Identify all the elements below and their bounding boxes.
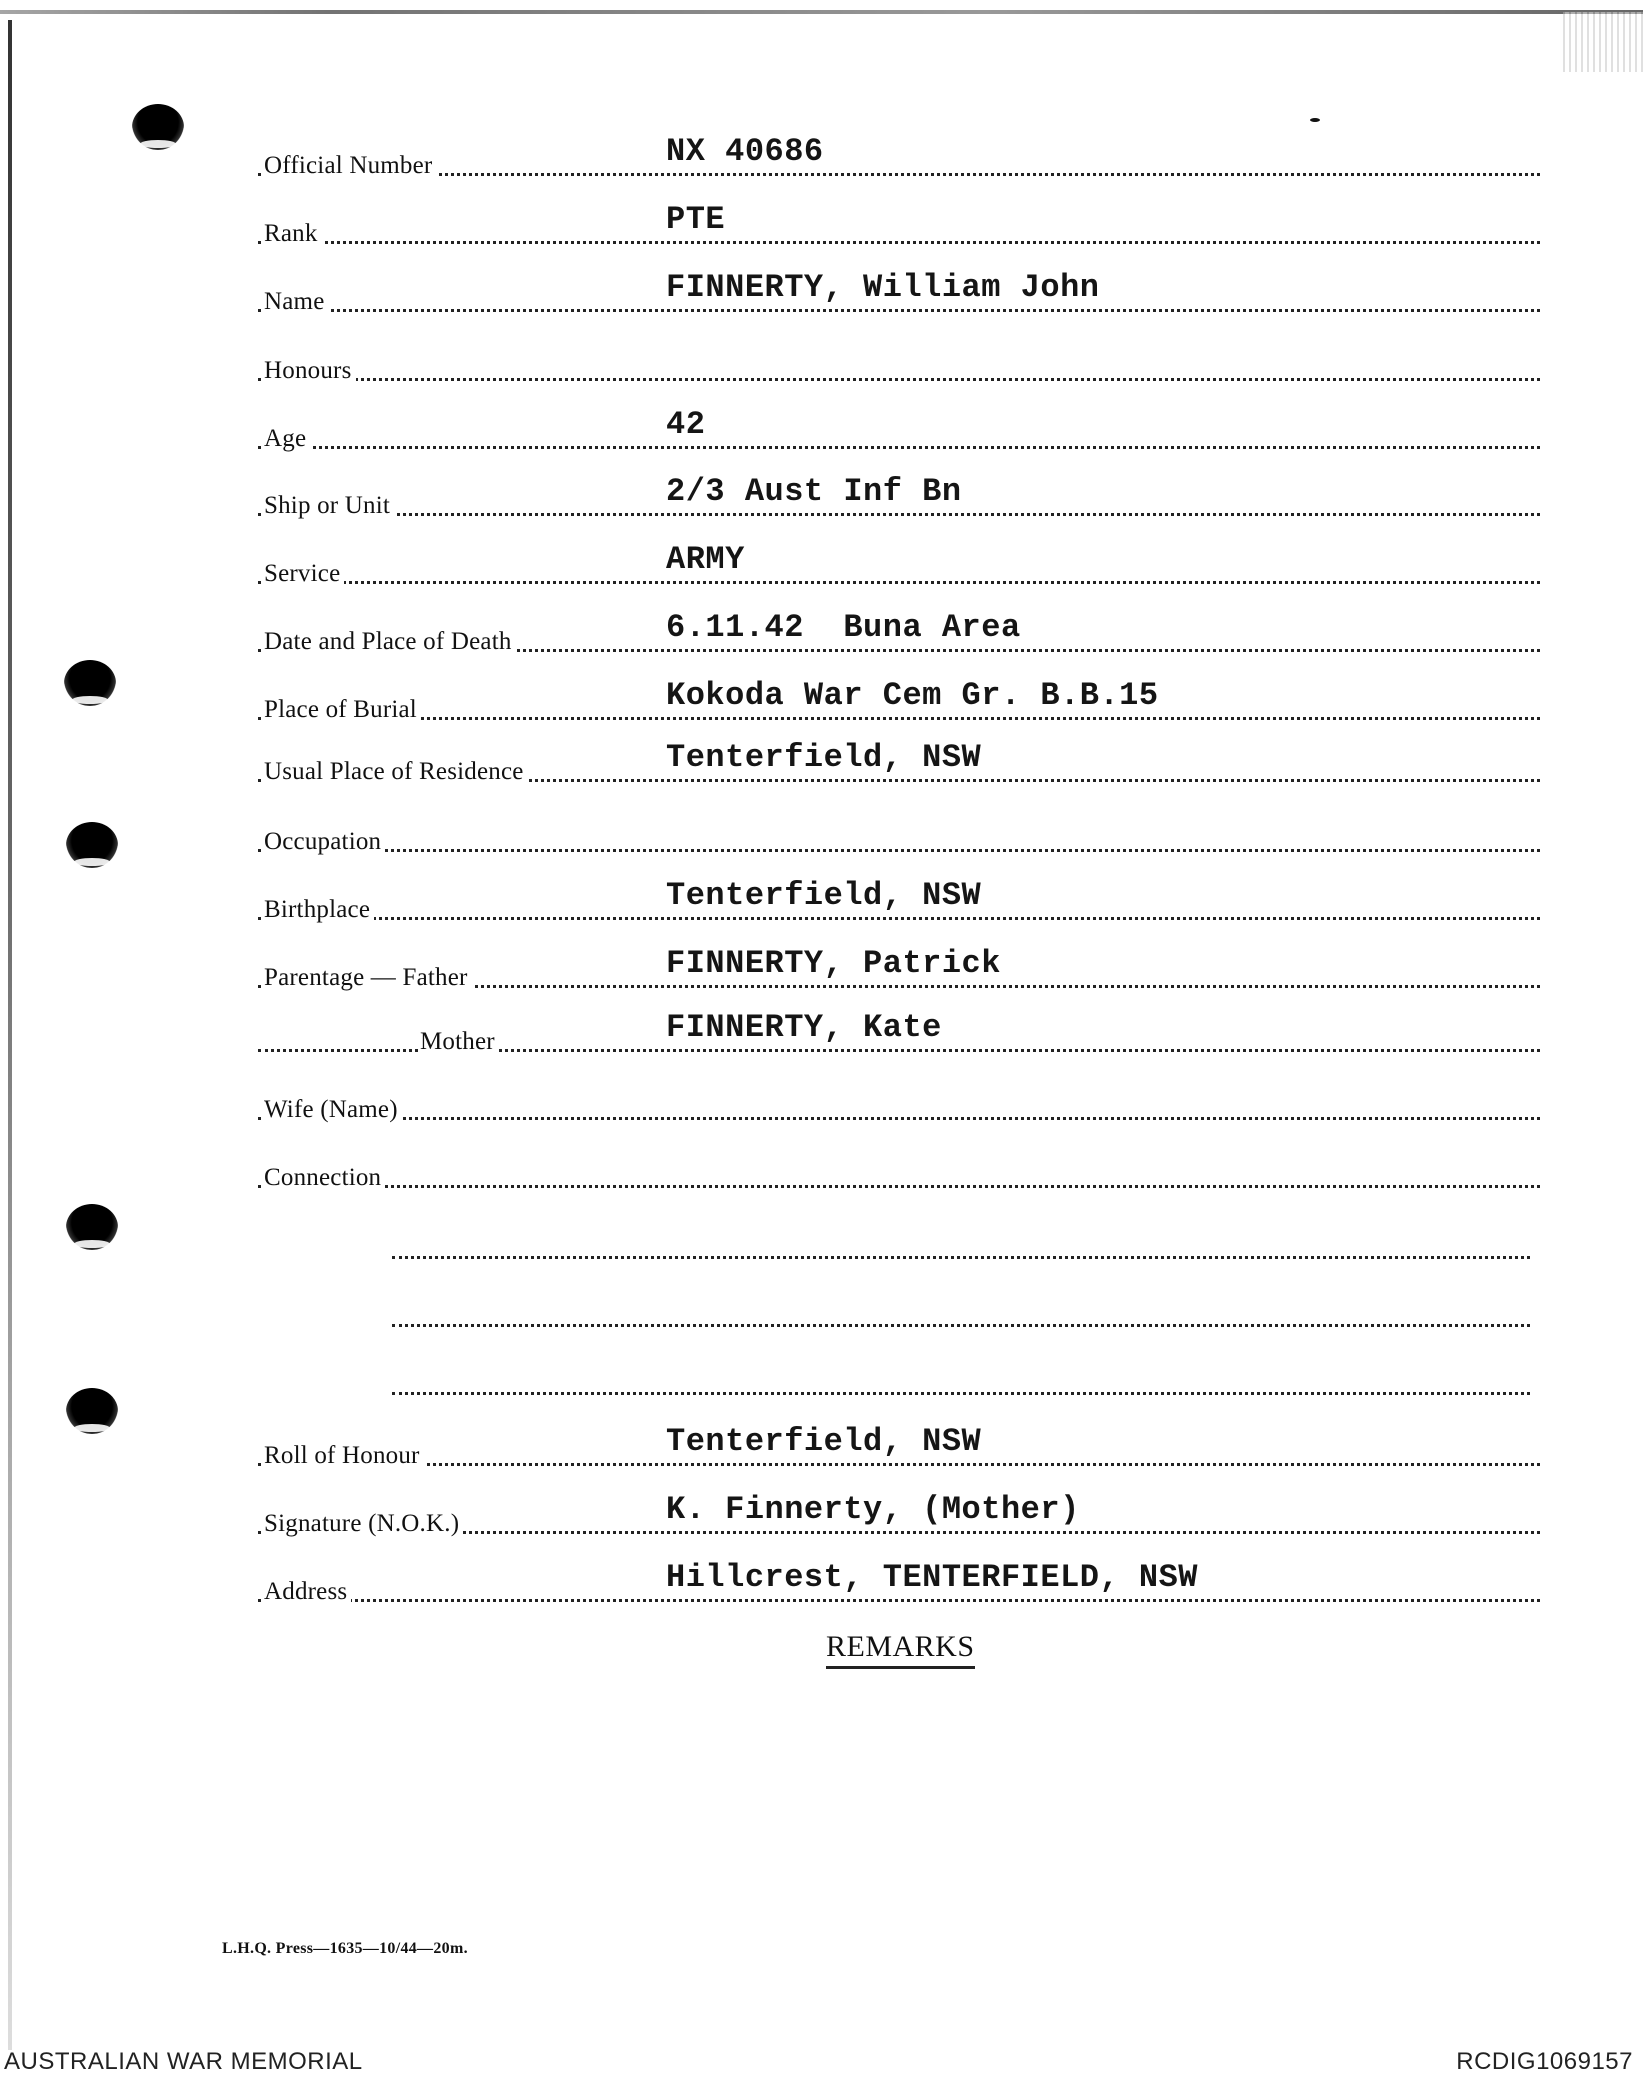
dotted-line — [258, 1117, 1540, 1120]
field-label: Occupation — [264, 828, 385, 856]
field-age — [258, 407, 1540, 457]
footer-record-id: RCDIG1069157 — [1456, 2048, 1633, 2075]
field-parentage-mother — [258, 1010, 1540, 1060]
field-label: Name — [264, 288, 329, 316]
field-service — [258, 542, 1540, 592]
field-label: Birthplace — [264, 896, 374, 924]
field-label: Honours — [264, 357, 356, 385]
dotted-line — [258, 1185, 1540, 1188]
dotted-line — [258, 513, 1540, 516]
field-signature-nok — [258, 1492, 1540, 1542]
dotted-line — [258, 241, 1540, 244]
printer-imprint: L.H.Q. Press—1635—10/44—20m. — [222, 1940, 468, 1957]
field-date-place-of-death — [258, 610, 1540, 660]
remarks-heading: REMARKS — [826, 1630, 975, 1669]
field-value: FINNERTY, Kate — [666, 1009, 942, 1046]
field-usual-place-of-residence — [258, 740, 1540, 790]
field-label: Mother — [420, 1028, 499, 1056]
field-roll-of-honour — [258, 1424, 1540, 1474]
field-value: Tenterfield, NSW — [666, 877, 982, 914]
dotted-line — [258, 378, 1540, 381]
dotted-line — [258, 917, 1540, 920]
dotted-line — [258, 717, 1540, 720]
field-label: Address — [264, 1578, 351, 1606]
field-value: Kokoda War Cem Gr. B.B.15 — [666, 677, 1159, 714]
scan-speck — [1310, 118, 1320, 122]
field-value: 42 — [666, 406, 706, 443]
dotted-line — [258, 849, 1540, 852]
field-label: Age — [264, 425, 310, 453]
field-value: 6.11.42 Buna Area — [666, 609, 1021, 646]
field-value: PTE — [666, 201, 726, 238]
footer-archive-name: AUSTRALIAN WAR MEMORIAL — [4, 2048, 363, 2075]
dotted-line — [258, 309, 1540, 312]
field-value: ARMY — [666, 541, 745, 578]
connection-continuation-line — [392, 1372, 1530, 1395]
field-label: Wife (Name) — [264, 1096, 402, 1124]
connection-continuation-line — [392, 1236, 1530, 1259]
field-label: Rank — [264, 220, 322, 248]
dotted-line — [258, 446, 1540, 449]
field-connection — [258, 1146, 1540, 1196]
field-value: K. Finnerty, (Mother) — [666, 1491, 1080, 1528]
field-wife-name — [258, 1078, 1540, 1128]
field-value: Tenterfield, NSW — [666, 739, 982, 776]
field-value: Hillcrest, TENTERFIELD, NSW — [666, 1559, 1198, 1596]
scan-edge-left — [8, 20, 12, 2050]
field-value: Tenterfield, NSW — [666, 1423, 982, 1460]
field-value: FINNERTY, William John — [666, 269, 1100, 306]
field-honours — [258, 339, 1540, 389]
field-label: Parentage — Father — [264, 964, 472, 992]
field-label: Signature (N.O.K.) — [264, 1510, 463, 1538]
dotted-line — [258, 173, 1540, 176]
field-value: 2/3 Aust Inf Bn — [666, 473, 962, 510]
field-name — [258, 270, 1540, 320]
punch-hole — [64, 660, 116, 706]
field-value: NX 40686 — [666, 133, 824, 170]
field-place-of-burial — [258, 678, 1540, 728]
field-label: Place of Burial — [264, 696, 421, 724]
field-official-number — [258, 134, 1540, 184]
punch-hole — [66, 822, 118, 868]
field-ship-or-unit — [258, 474, 1540, 524]
field-value: FINNERTY, Patrick — [666, 945, 1001, 982]
punch-hole — [66, 1204, 118, 1250]
field-label: Roll of Honour — [264, 1442, 424, 1470]
dotted-line — [258, 581, 1540, 584]
field-label: Ship or Unit — [264, 492, 394, 520]
field-parentage-father — [258, 946, 1540, 996]
punch-hole — [66, 1388, 118, 1434]
field-birthplace — [258, 878, 1540, 928]
field-occupation — [258, 810, 1540, 860]
punch-hole — [132, 104, 184, 150]
scan-edge-top — [0, 10, 1643, 14]
field-label: Service — [264, 560, 344, 588]
field-label: Connection — [264, 1164, 385, 1192]
scan-corner-noise — [1563, 12, 1643, 72]
field-address — [258, 1560, 1540, 1610]
dotted-line — [258, 1463, 1540, 1466]
dotted-line — [258, 1599, 1540, 1602]
field-label: Date and Place of Death — [264, 628, 516, 656]
connection-continuation-line — [392, 1304, 1530, 1327]
field-rank — [258, 202, 1540, 252]
field-label: Official Number — [264, 152, 436, 180]
field-label: Usual Place of Residence — [264, 758, 528, 786]
